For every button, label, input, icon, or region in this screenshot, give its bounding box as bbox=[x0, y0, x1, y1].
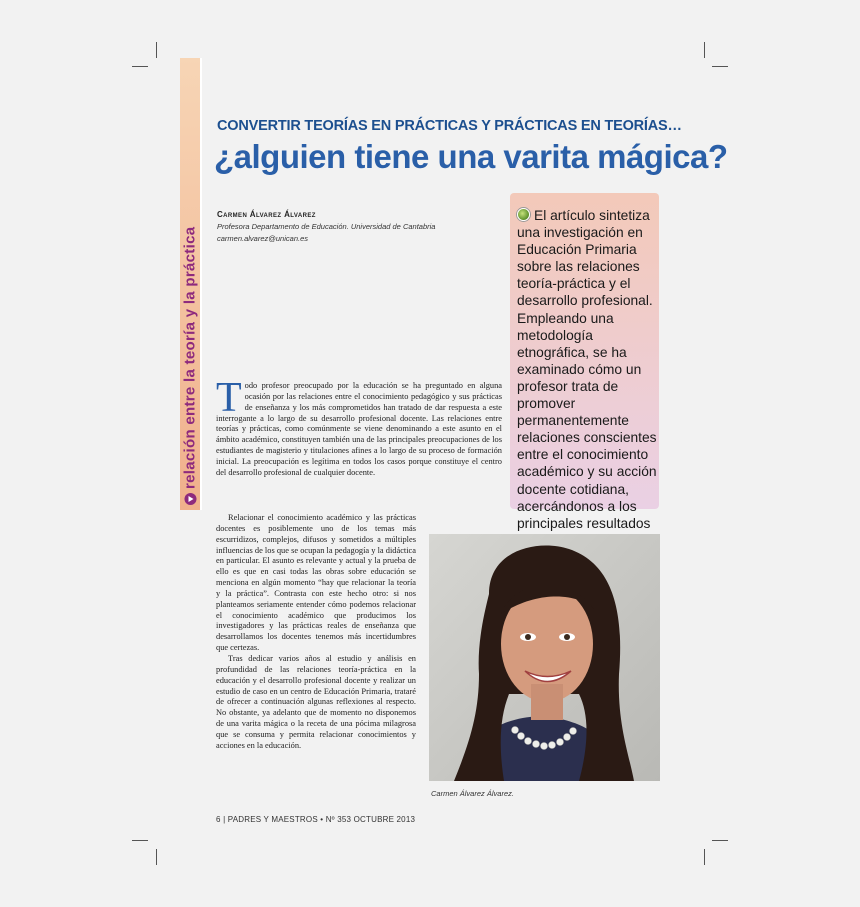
crop-mark bbox=[704, 42, 705, 58]
photo-caption: Carmen Álvarez Álvarez. bbox=[431, 789, 514, 798]
green-bullet-icon bbox=[517, 208, 530, 221]
intro-text: odo profesor preocupado por la educación se ha preguntado en alguna ocasión por las relaciones entre el conocimiento pedagógico y sus prácticas de enseñanza y los más comprometidos han tratado de dar respuesta a este interrogante a lo largo de su desarrollo profesional docente. Las relaciones entre teorías y prácticas, como comúnmente se viene denominando a este asunto en el ámbito académico, constituyen también una de las principales preocupaciones de los estudiantes de magisterio y titulaciones afines a lo largo de su proceso de formación inicial. La preocupación es legítima en todos los casos porque constituye el centro del desarrollo profesional de cualquier docente. bbox=[216, 381, 502, 477]
page-footer: 6 | PADRES Y MAESTROS • Nº 353 OCTUBRE 2013 bbox=[216, 815, 416, 824]
crop-mark bbox=[132, 840, 148, 841]
crop-mark bbox=[704, 849, 705, 865]
crop-mark bbox=[132, 66, 148, 67]
article-title: ¿alguien tiene una varita mágica? bbox=[214, 138, 728, 175]
drop-cap: T bbox=[216, 375, 242, 421]
author-portrait-illustration bbox=[429, 534, 660, 781]
body-paragraph: Tras dedicar varios años al estudio y análisis en profundidad de las relaciones teoría-práctica en la educación y el desarrollo profesional docente y realizar un estudio de caso en un centro de Educación Primaria, trataré de ofrecer a continuación algunas reflexiones al respecto. No obstante, ya adelanto que de momento no disponemos de una varita mágica o la receta de una pócima milagrosa que se consuma y permita relacionar conocimientos y acciones en la educación. bbox=[216, 653, 416, 750]
author-block bbox=[217, 210, 497, 245]
crop-mark bbox=[712, 66, 728, 67]
author-name: Carmen Álvarez Álvarez bbox=[217, 210, 316, 219]
play-arrow-icon bbox=[184, 493, 196, 505]
body-paragraph: Relacionar el conocimiento académico y las prácticas docentes es posiblemente uno de los temas más escurridizos, complejos, difusos y sometidos a múltiples influencias de los que se ocupan la pedagogía y la didáctica en particular. El asunto es relevante y actual y la prueba de ello es que en casi todas las obras sobre educación se menciona en algún momento “hay que relacionar la teoría y la práctica”. Contrasta con este hecho otro: si nos planteamos seriamente entender cómo podemos relacionar el conocimiento académico que producimos los investigadores y las prácticas reales de enseñanza que desarrollamos los docentes tenemos más incertidumbres que certezas. bbox=[216, 513, 416, 653]
section-tab-label: relación entre la teoría y la práctica bbox=[181, 226, 199, 489]
body-column bbox=[216, 513, 416, 752]
crop-mark bbox=[712, 840, 728, 841]
abstract-text: El artículo sintetiza una investigación en Educación Primaria sobre las relaciones teoría-práctica y el desarrollo profesional. Empleando una metodología etnográfica, se ha examinado cómo un profesor trata de promover permanentemente relaciones conscientes entre el conocimiento académico y su acción docente cotidiana, acercándonos a los principales resultados bbox=[517, 208, 657, 531]
abstract-box bbox=[510, 193, 659, 531]
intro-paragraph bbox=[216, 375, 502, 479]
author-affiliation: Profesora Departamento de Educación. Universidad de Cantabria bbox=[217, 222, 436, 231]
article-kicker: CONVERTIR TEORÍAS EN PRÁCTICAS Y PRÁCTICAS EN TEORÍAS… bbox=[217, 118, 682, 134]
section-tab-label-wrap bbox=[182, 227, 199, 505]
author-email: carmen.alvarez@unican.es bbox=[217, 234, 308, 243]
author-photo bbox=[429, 534, 660, 781]
crop-mark bbox=[156, 42, 157, 58]
crop-mark bbox=[156, 849, 157, 865]
